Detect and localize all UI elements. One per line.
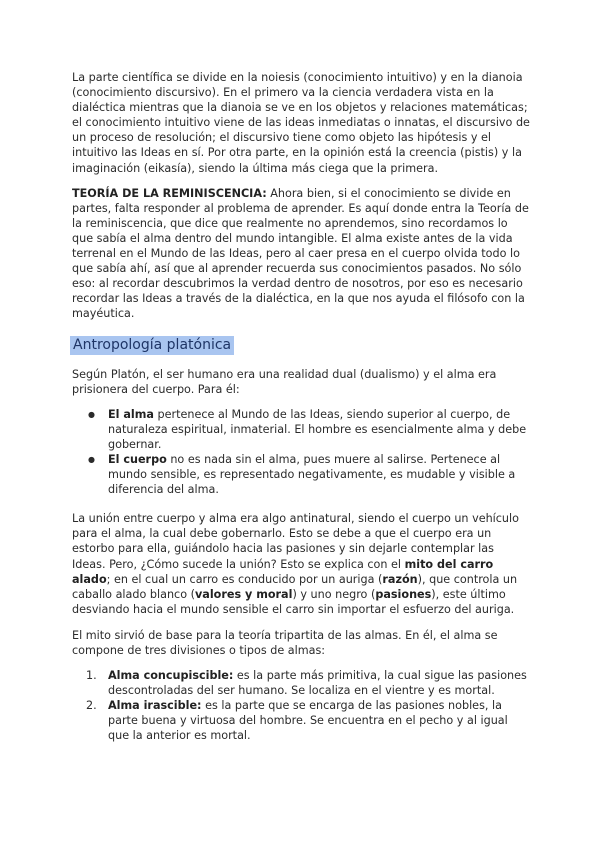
bullet-text: pertenece al Mundo de las Ideas, siendo superior al cuerpo, de naturaleza espiritual, inmaterial. El hombre es esencialmente alma y debe gobernar. <box>108 407 527 451</box>
section-heading-wrapper <box>72 336 530 367</box>
union-bold-razon: razón <box>382 572 418 586</box>
paragraph-union <box>72 511 530 617</box>
list-number: 1. <box>86 669 97 683</box>
bullet-list <box>72 407 530 498</box>
bullet-item-alma <box>108 407 530 452</box>
union-text-5: ), este último desviando hacia el mundo sensible el carro sin importar el esfuerzo del auriga. <box>72 587 515 616</box>
section-heading: Antropología platónica <box>70 336 234 355</box>
list-item-bold: Alma irascible: <box>108 699 202 713</box>
list-item-bold: Alma concupiscible: <box>108 669 234 683</box>
union-text-1: La unión entre cuerpo y alma era algo antinatural, siendo el cuerpo un vehículo para el alma, la cual debe gobernarlo. Esto se debe a que el cuerpo era un estorbo para ella, guiándolo hacia las pasiones y sin dejarle contemplar las Ideas. Pero, ¿Cómo sucede la unión? Esto se explica con el <box>72 512 519 571</box>
bullet-bold: El cuerpo <box>108 452 167 466</box>
union-text-2: ; en el cual un carro es conducido por un auriga ( <box>106 572 383 586</box>
numbered-list <box>72 668 530 743</box>
union-bold-pasiones: pasiones <box>375 587 432 601</box>
list-item-irascible <box>86 698 530 743</box>
union-text-3: ), que controla un caballo alado blanco ( <box>72 572 518 601</box>
paragraph-reminiscence <box>72 186 530 322</box>
paragraph-mito: El mito sirvió de base para la teoría tripartita de las almas. En él, el alma se compone de tres divisiones o tipos de almas: <box>72 628 498 657</box>
union-text-4: ) y uno negro ( <box>292 587 376 601</box>
list-item-concupiscible <box>86 668 530 698</box>
list-number: 2. <box>86 699 97 713</box>
list-item-text: es la parte más primitiva, la cual sigue las pasiones descontroladas del ser humano. Se localiza en el vientre y es mortal. <box>108 669 527 698</box>
paragraph-science: La parte científica se divide en la noiesis (conocimiento intuitivo) y en la dianoia (conocimiento discursivo). En el primero va la ciencia verdadera vista en la dialéctica mientras que la dianoia se ve en los objetos y relaciones matemáticas; el conocimiento intuitivo viene de las ideas inmediatas o innatas, el discursivo de un proceso de resolución; el discursivo tiene como objeto las hipótesis y el intuitivo las Ideas en sí. Por otra parte, en la opinión está la creencia (pistis) y la imaginación (eikasía), siendo la última más ciega que la primera. <box>72 71 530 175</box>
union-bold-mito: mito del carro alado <box>72 557 494 586</box>
union-bold-valores: valores y moral <box>194 587 293 601</box>
reminiscence-text: Ahora bien, si el conocimiento se divide en partes, falta responder al problema de aprender. Es aquí donde entra la Teoría de la reminiscencia, que dice que realmente no aprendemos, sino recordamos lo que sabía el alma dentro del mundo intangible. El alma existe antes de la vida terrenal en el Mundo de las Ideas, pero al caer presa en el cuerpo olvida todo lo que sabía ahí, así que al aprender recuerda sus conocimientos pasados. No sólo eso: al recordar descubrimos la verdad dentro de nosotros, por eso es necesario recordar las Ideas a través de la dialéctica, en la que nos ayuda el filósofo con la mayéutica. <box>72 186 529 321</box>
reminiscence-title: TEORÍA DE LA REMINISCENCIA: <box>72 186 267 200</box>
list-item-text: es la parte que se encarga de las pasiones nobles, la parte buena y virtuosa del hombre. Se encuentra en el pecho y al igual que la anterior es mortal. <box>108 699 508 743</box>
bullet-text: no es nada sin el alma, pues muere al salirse. Pertenece al mundo sensible, es representado negativamente, es mudable y visible a diferencia del alma. <box>108 452 516 497</box>
paragraph-intro: Según Platón, el ser humano era una realidad dual (dualismo) y el alma era prisionera del cuerpo. Para él: <box>72 367 497 396</box>
bullet-bold: El alma <box>108 407 154 421</box>
bullet-item-cuerpo <box>108 452 530 497</box>
